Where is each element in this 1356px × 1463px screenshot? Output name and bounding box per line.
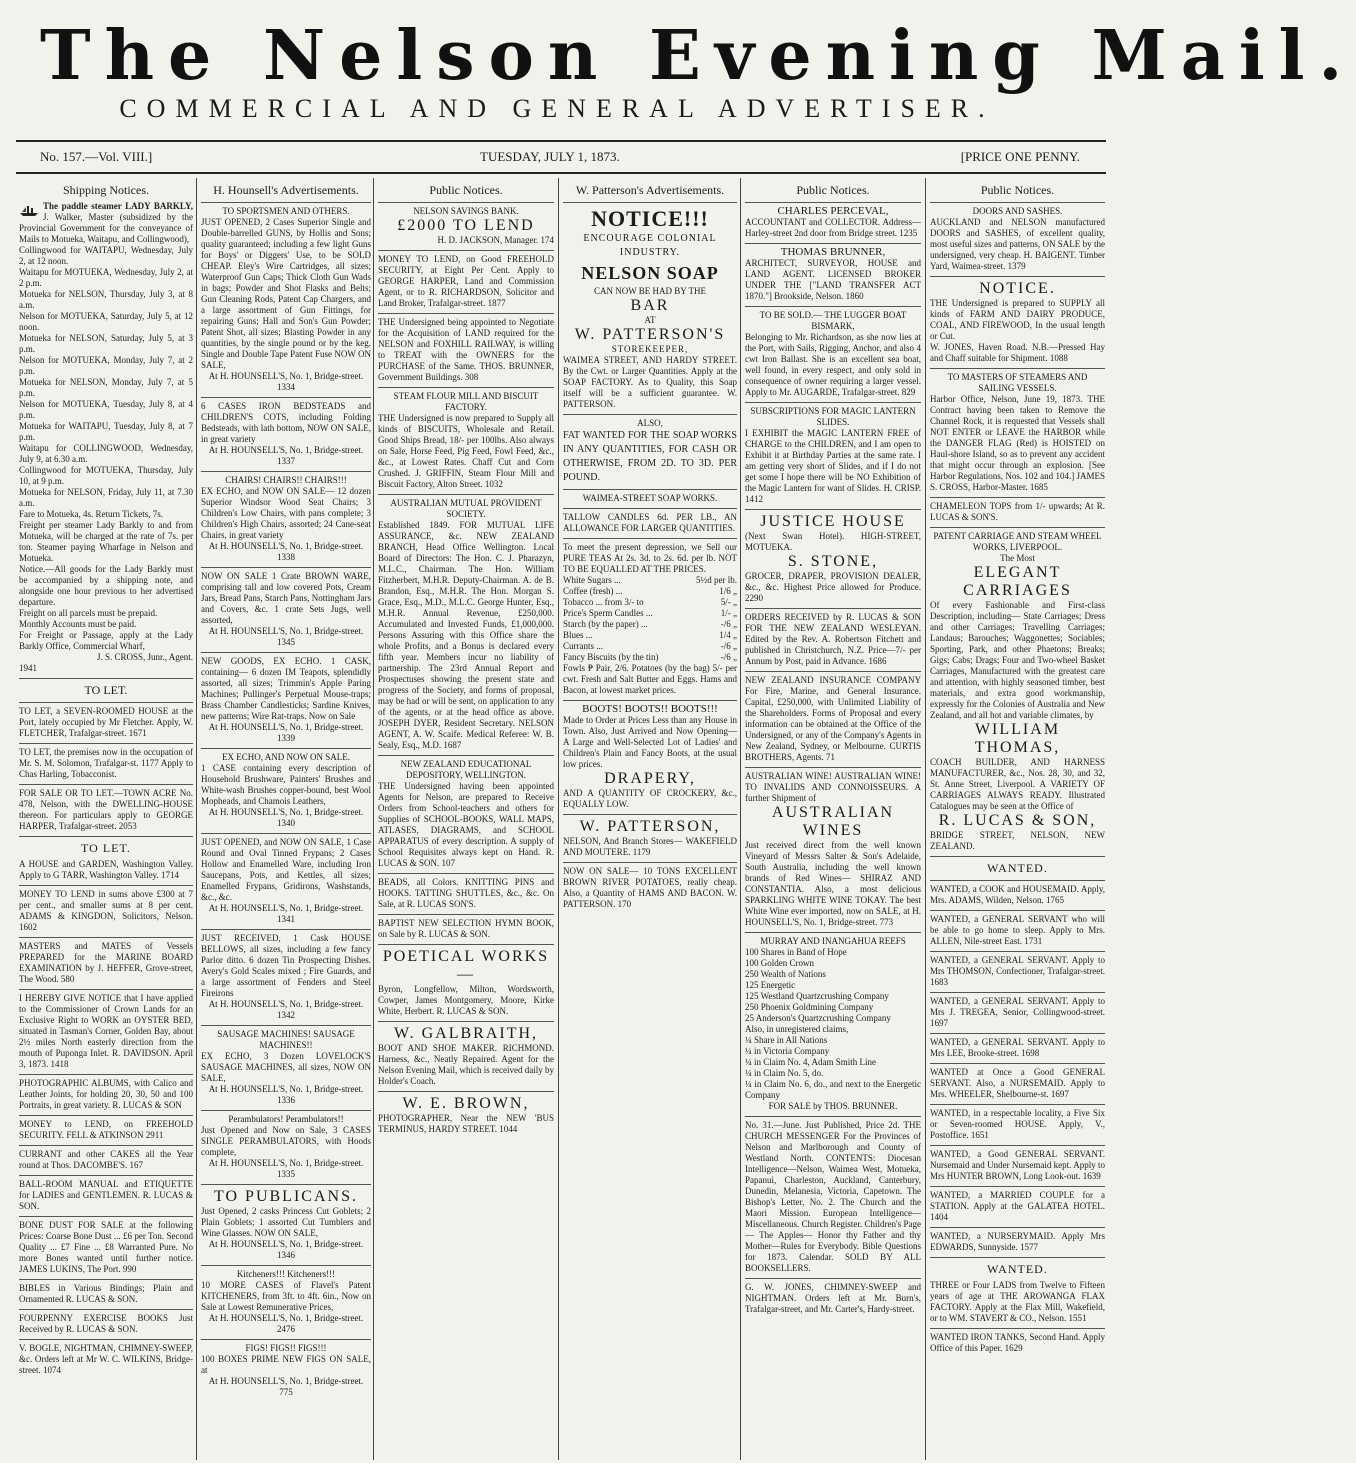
poetical-header: POETICAL WORKS— [378, 944, 554, 984]
column-shipping [16, 178, 196, 1460]
ad-nzed: THE Undersigned having been appointed Agents for Nelson, are prepared to Receive Orders from School-teachers and others for Supplies of SCHOOL-BOOKS, WALL MAPS, ATLASES, DIAGRAMS, and SCHOOL APPARATUS of every description. A supply of School Requisites always kept on Hand. R. LUCAS & SON. 107 [378, 781, 554, 868]
crockery: AND A QUANTITY OF CROCKERY, &c., EQUALLY LOW. [563, 788, 737, 809]
price-value: 5½d per lb. [696, 575, 737, 585]
price-item: Starch (by the paper) ... [563, 619, 648, 629]
wanted-item: WANTED, a GENERAL SERVANT. Apply to Mrs LEE, Brooke-street. 1698 [930, 1033, 1105, 1059]
steamer-ship-icon [19, 203, 39, 217]
elegant-body: Of every Fashionable and First-class Description, including— State Carriages; Dress and other Carriages; Travelling Carriages; Landaus; Barouches; Waggonettes; Sociables; Sporting, Park, and other Phaetons; Breaks; Gigs; Cabs; Drags; Four and Two-wheel Basket Carriages, Manufactured with the greatest care and attention, with highly seasoned timber, best materials, and extra good workmanship, expressly for the Colonies of Australia and New Zealand, and all hot and variable climates, by [930, 600, 1105, 720]
wanted-item: WANTED, a GENERAL SERVANT. Apply to Mrs J. TREGEA, Senior, Collingwood-street. 1697 [930, 992, 1105, 1029]
ad-figs: 100 BOXES PRIME NEW FIGS ON SALE, at [201, 1354, 371, 1375]
ad-fourpenny: FOURPENNY EXERCISE BOOKS Just Received by R. LUCAS & SON. [19, 1309, 193, 1335]
ad-hereby: I HEREBY GIVE NOTICE that I have applied to the Commissioner of Crown Lands for an Exclusive Right to WORK an OYSTER BED, situated in Tasman's Corner, Golden Bay, about 2½ miles North easterly direction from the mouth of Puponga Inlet. R. DAVIDSON. April 3, 1873. 1418 [19, 989, 193, 1070]
waimea: WAIMEA STREET, AND HARDY STREET. By the Cwt. or Larger Quantities. Apply at the SOAP FACTORY. As to Quality, this Soap itself will be a sufficient guarantee. W. PATTERSON. [563, 355, 737, 409]
price-value: -/6 „ [720, 652, 737, 662]
sailing-item: Collingwood for WAITAPU, Wednesday, July 2, at 12 noon. [19, 245, 193, 266]
perceval-body: ACCOUNTANT and COLLECTOR. Address—Harley-street 2nd door from Bridge street. 1235 [745, 217, 921, 238]
murray-header: MURRAY AND INANGAHUA REEFS [745, 932, 921, 947]
kitcheners-header: Kitcheners!!! Kitcheners!!! [201, 1265, 371, 1280]
share-item: ¼ in Claim No. 4, Adam Smith Line [745, 1057, 876, 1067]
wp-body: NELSON, And Branch Stores— WAKEFIELD AND MOUTERE. 1179 [563, 836, 737, 857]
lend-amount: £2000 TO LEND [397, 217, 535, 234]
sportsmen: TO SPORTSMEN AND OTHERS. [201, 202, 371, 217]
masters-body: Harbor Office, Nelson, June 19, 1873. THE Contract having been taken to Remove the Channel Rock, it is requested that Vessels shall NOT ENTER or LEAVE the HARBOR while the DANGER FLAG (Red) is HOISTED on Haul-shore Island, so as to prevent any accident that might occur through an explosion. [See Harbor Regulations, Nos. 102 and 104.] JAMES S. CROSS, Harbor-Master. 1685 [930, 394, 1105, 492]
price-value: -/6 „ [720, 619, 737, 629]
price-row [563, 608, 737, 619]
wanted-item: WANTED, in a respectable locality, a Five Six or Seven-roomed HOUSE. Apply, V., Postoffice. 1651 [930, 1104, 1105, 1141]
price-item: Fancy Biscuits (by the tin) [563, 652, 659, 662]
ad-bogle: V. BOGLE, NIGHTMAN, CHIMNEY-SWEEP, &c. Orders left at Mr W. C. WILKINS, Bridge-street. 1074 [19, 1339, 193, 1376]
price-item: Price's Sperm Candles ... [563, 608, 653, 618]
to-let-item: FOR SALE OR TO LET.—TOWN ACRE No. 478, Nelson, with the DWELLING-HOUSE thereon. For particulars apply to GEORGE HARPER, Trafalgar-street. 2053 [19, 784, 193, 832]
wanted-item: WANTED, a MARRIED COUPLE for a STATION. Apply at the GALATEA HOTEL. 1404 [930, 1186, 1105, 1223]
jones-body: W. JONES, Haven Road. N.B.—Pressed Hay and Chaff suitable for Shipment. 1088 [930, 342, 1105, 363]
column-public-notices-3 [927, 178, 1108, 1460]
section-header: W. Patterson's Advertisements. [575, 183, 725, 197]
ship-name: The paddle steamer LADY BARKLY, [43, 201, 193, 211]
monthly-accounts: Monthly Accounts must be paid. [19, 619, 137, 629]
wines-body: Just received direct from the well known Vineyard of Messrs Salter & Son's Adelaide, South Australia, including the well known brands of Red Wines— SHIRAZ AND CONSTANTIA. Also, a most delicious SPARKLING WHITE WINE TOKAY. The best White Wine ever imported, now on SALE, at H. HOUNSELL'S, No. 1, Bridge-street. 773 [745, 840, 921, 927]
ad-brown: PHOTOGRAPHER, Near the NEW 'BUS TERMINUS, HARDY STREET. 1044 [378, 1113, 554, 1134]
ad-money2: MONEY to LEND, on FREEHOLD SECURITY. FELL & ATKINSON 2911 [19, 1115, 193, 1141]
share-item: 100 Golden Crown [745, 958, 814, 968]
ad-beads: BEADS, all Colors. KNITTING PINS and HOOKS. TATTING SHUTTLES, &c., &c. On Sale, at R. LUCAS SON'S. [378, 873, 554, 910]
column-public-notices-2 [742, 178, 924, 1460]
perambulator-header: Perambulators! Perambulators!! [201, 1110, 371, 1125]
hounsell-sig: At H. HOUNSELL'S, No. 1, Bridge-street. 1335 [208, 1158, 364, 1179]
sailing-item: Collingwood for MOTUEKA, Thursday, July 10, at 9 p.m. [19, 465, 193, 486]
price-row [563, 652, 737, 663]
hounsell-sig: At H. HOUNSELL'S, No. 1, Bridge-street. 1346 [208, 1239, 364, 1260]
ad-brushware: 1 CASE containing every description of Household Brushware, Painters' Brushes and White-wash Brushes copper-bound, best Wool Mopheads, and Chamois Leathers, [201, 763, 371, 806]
soap-works: WAIMEA-STREET SOAP WORKS. [563, 489, 737, 504]
notice-title: NOTICE!!! [563, 202, 737, 232]
wanted-item: WANTED, a COOK and HOUSEMAID. Apply, Mrs. ADAMS, Wilden, Nelson. 1765 [930, 880, 1105, 906]
freight: Freight per steamer Lady Barkly to and from Motueka, will be charged at the rate of 7s. per ton. Steamer paying Wharfage in Nelson and Motueka. [19, 520, 193, 563]
wanted-item: WANTED, a Good GENERAL SERVANT. Nursemaid and Under Nursemaid kept. Apply to Mrs HUNTER BROWN, Long Look-out. 1639 [930, 1145, 1105, 1182]
wanted-header-2: WANTED. [930, 1257, 1105, 1277]
sailing-item: Waitapu for MOTUEKA, Wednesday, July 2, at 2 p.m. [19, 267, 193, 288]
notice-body: THE Undersigned is prepared to SUPPLY all kinds of FARM AND DAIRY PRODUCE, COAL, AND FIREWOOD, In the usual length or Cut. [930, 298, 1105, 341]
price-row [563, 586, 737, 597]
share-item: ¼ Share in All Nations [745, 1035, 828, 1045]
masters-header: TO MASTERS OF STEAMERS AND SAILING VESSELS. [930, 368, 1105, 394]
share-item: ¼ in Claim No. 5, do. [745, 1068, 824, 1078]
share-item: 250 Wealth of Nations [745, 969, 826, 979]
sailing-item: Motueka for NELSON, Monday, July 7, at 5 p.m. [19, 377, 193, 398]
hounsell-sig: At H. HOUNSELL'S, No. 1, Bridge-street. 2476 [208, 1313, 364, 1334]
fowls: Fowls ₱ Pair, 2/6. Potatoes (by the bag) 5/- per cwt. Fresh and Salt Butter and Eggs. Hams and Bacon, at lowest market prices. [563, 663, 737, 695]
issue-date: TUESDAY, JULY 1, 1873. [480, 149, 620, 164]
justice-body: (Next Swan Hotel). HIGH-STREET, MOTUEKA. [745, 531, 921, 552]
ad-sausage: EX ECHO, 3 Dozen LOVELOCK'S SAUSAGE MACHINES, all sizes, NOW ON SALE, [201, 1051, 371, 1083]
nelson-soap: NELSON SOAP [581, 263, 719, 283]
thomas-body: COACH BUILDER, AND HARNESS MANUFACTURER, &c., Nos. 28, 30, and 32, St. Anne Street, Liverpool. A VARIETY OF CARRIAGES ALWAYS READY. Illustrated Catalogues may be seen at the Office of [930, 757, 1105, 811]
brunner-name: THOMAS BRUNNER, [745, 243, 921, 258]
share-item: Also, in unregistered claims, [745, 1024, 849, 1034]
agent-sig: J. S. CROSS, Junr., Agent. [96, 652, 193, 662]
lucas-body: BRIDGE STREET, NELSON, NEW ZEALAND. [930, 830, 1105, 851]
ad-bedsteads: 6 CASES IRON BEDSTEADS and CHILDREN'S COTS, including Folding Bedsteads, with lath bottom, NOW ON SALE, in great variety [201, 397, 371, 445]
price-list [563, 575, 737, 663]
masthead-rule-bottom [16, 172, 1106, 174]
boots-header: BOOTS! BOOTS!! BOOTS!!! [563, 700, 737, 715]
ad-masters: MASTERS and MATES of Vessels PREPARED for the MARINE BOARD EXAMINATION by J. HEFFER, Grove-street, The Wood. 580 [19, 937, 193, 985]
ad-bone: BONE DUST FOR SALE at the following Prices: Coarse Bone Dust ... £6 per Ton. Second Quality ... £7 Fine ... £8 Warranted Pure. No more Bones wanted until further notice. JAMES LUKINS, The Port. 990 [19, 1216, 193, 1275]
chameleon: CHAMELEON TOPS from 1/- upwards; At R. LUCAS & SON'S. [930, 497, 1105, 523]
elegant-carriages: ELEGANT CARRIAGES [963, 564, 1072, 599]
thomas-name: WILLIAM THOMAS, [974, 721, 1061, 756]
newspaper-title: The Nelson Evening Mail. [40, 16, 1356, 96]
hounsell-sig: At H. HOUNSELL'S, No. 1, Bridge-street. 1345 [208, 626, 364, 647]
justice-house: JUSTICE HOUSE [745, 509, 921, 531]
hounsell-sig: At H. HOUNSELL'S, No. 1, Bridge-street. 1336 [208, 1084, 364, 1105]
hounsell-sig: At H. HOUNSELL'S, No. 1, Bridge-street. 1334 [208, 371, 364, 392]
share-item: 25 Anderson's Quartzcrushing Company [745, 1013, 891, 1023]
boots-body: Made to Order at Prices Less than any House in Town. Also, Just Arrived and Now Opening— A Large and Well-Selected Lot of Ladies' and Children's Plain and Fancy Boots, at the usual low prices. [563, 715, 737, 769]
shares-list [745, 947, 921, 1101]
also: ALSO, [563, 414, 737, 429]
drapery: DRAPERY, [604, 770, 696, 787]
masthead [0, 0, 1356, 180]
ad-railway: THE Undersigned being appointed to Negotiate for the Acquisition of LAND required for the NELSON and FOXHILL RAILWAY, is willing to TREAT with the OWNERS for the PURCHASE of the Same. THOS. BRUNNER, Government Buildings. 308 [378, 313, 554, 383]
sailing-item: Motueka for NELSON, Saturday, July 5, at 3 p.m. [19, 333, 193, 354]
sailing-list [19, 245, 193, 509]
ad-poetical: Byron, Longfellow, Milton, Wordsworth, Cowper, James Montgomery, Moore, Kirke White, Herbert. R. LUCAS & SON. [378, 984, 554, 1016]
wanted-list [930, 880, 1105, 1253]
masthead-rule-top [16, 140, 1106, 142]
price-item: Tobacco ... from 3/- to [563, 597, 644, 607]
ad-photo: PHOTOGRAPHIC ALBUMS, with Calico and Leather Joints, for holding 20, 30, 50 and 100 Portraits, in great variety. R. LUCAS & SON [19, 1074, 193, 1111]
price-row [563, 641, 737, 652]
price-value: -/6 „ [720, 641, 737, 651]
ad-chairs: EX ECHO, and NOW ON SALE— 12 dozen Superior Windsor Wood Seat Chairs; 3 Children's Low Chairs, with pans complete; 3 Children's High Chairs, assorted; 24 Cane-seat Chairs, in great variety [201, 486, 371, 540]
nzed-header: NEW ZEALAND EDUCATIONAL DEPOSITORY, WELLINGTON. [378, 755, 554, 781]
chairs-header: CHAIRS! CHAIRS!! CHAIRS!!! [201, 471, 371, 486]
tallow: TALLOW CANDLES 6d. PER LB., AN ALLOWANCE FOR LARGER QUANTITIES. [563, 508, 737, 534]
column-public-notices-1 [375, 178, 557, 1460]
sailing-item: Motueka for NELSON, Friday, July 11, at 7.30 a.m. [19, 487, 193, 508]
doors-header: DOORS AND SASHES. [930, 202, 1105, 217]
section-header: H. Hounsell's Advertisements. [213, 183, 359, 197]
notice-header: NOTICE. [930, 276, 1105, 298]
hounsell-sig: At H. HOUNSELL'S, No. 1, Bridge-street. 1337 [208, 445, 364, 466]
wesleyan: ORDERS RECEIVED by R. LUCAS & SON FOR THE NEW ZEALAND WESLEYAN. Edited by the Rev. A. Robertson Fitchett and published in Christchurch, N.Z. Price—7/- per Annum by Post, paid in Advance. 1686 [745, 608, 921, 667]
galbraith-header: W. GALBRAITH, [378, 1021, 554, 1043]
ad-baptist: BAPTIST NEW SELECTION HYMN BOOK, on Sale by R. LUCAS & SON. [378, 914, 554, 940]
wanted-item: WANTED, a NURSERYMAID. Apply Mrs EDWARDS, Sunnyside. 1577 [930, 1227, 1105, 1253]
price-item: Currants ... [563, 641, 603, 651]
bismark-header: TO BE SOLD.— THE LUGGER BOAT BISMARK, [745, 306, 921, 332]
brunner-body: ARCHITECT, SURVEYOR, HOUSE and LAND AGENT. LICENSED BROKER UNDER THE ["LAND TRANSFER ACT 1870."] Brookside, Nelson. 1860 [745, 258, 921, 301]
price-value: 5/- „ [720, 597, 737, 607]
price-item: Coffee (fresh) ... [563, 586, 623, 596]
sailing-item: Motueka for NELSON, Thursday, July 3, at 8 a.m. [19, 289, 193, 310]
lucas-name: R. LUCAS & SON, [938, 812, 1097, 829]
ad-perambulators: Just Opened and Now on Sale, 3 CASES SINGLE PERAMBULATORS, with Hoods complete, [201, 1125, 371, 1157]
ad-frypans: JUST OPENED, and NOW ON SALE, 1 Case Round and Oval Tinned Frypans; 2 Cases Hollow and Enamelled Ware, including Iron Saucepans, Pots, and Kettles, all sizes; Enamelled Frypans, Gridirons, Washstands, &c., &c. [201, 833, 371, 903]
price-row [563, 597, 737, 608]
sailing-item: Nelson for MOTUEKA, Monday, July 7, at 2 p.m. [19, 355, 193, 376]
dateline [40, 148, 1080, 168]
price-item: Blues ... [563, 630, 593, 640]
wanted-item: WANTED, a GENERAL SERVANT who will be able to go home to sleep. Apply to Mrs. ALLEN, Nile-street East. 1731 [930, 910, 1105, 947]
publicans-header: TO PUBLICANS. [201, 1184, 371, 1206]
wines-title: AUSTRALIAN WINES [771, 804, 895, 839]
ad-bellows: JUST RECEIVED, 1 Cask HOUSE BELLOWS, all sizes, including a few fancy Parlor ditto. 6 dozen Tin Prospecting Dishes. Avery's Gold Scales mixed ; Fire Guards, and a large assortment of Fenders and Steel Fireirons [201, 929, 371, 999]
lantern-header: SUBSCRIPTIONS FOR MAGIC LANTERN SLIDES. [745, 402, 921, 428]
ad-currant: CURRANT and other CAKES all the Year round at Thos. DACOMBE'S. 167 [19, 1145, 193, 1171]
ad-steamer [19, 201, 193, 245]
section-header: Shipping Notices. [63, 183, 149, 197]
ad-lads: THREE or Four LADS from Twelve to Fifteen years of age at THE AROWANGA FLAX FACTORY. Apply at the Flax Mill, Wakefield, or to WM. STAVERT & CO., Nelson. 1551 [930, 1280, 1105, 1323]
hounsell-sig: At H. HOUNSELL'S, No. 1, Bridge-street. 1341 [208, 903, 364, 924]
brown-header: W. E. BROWN, [378, 1091, 554, 1113]
wine-head: AUSTRALIAN WINE! AUSTRALIAN WINE! TO INVALIDS AND CONNOISSEURS. A further Shipment of [745, 767, 921, 804]
to-let-list [19, 702, 193, 832]
share-item: 250 Phoenix Goldmining Company [745, 1002, 874, 1012]
section-header: Public Notices. [429, 183, 503, 197]
sailing-item: Nelson for MOTUEKA, Saturday, July 5, at 12 noon. [19, 311, 193, 332]
to-let-header: TO LET. [19, 678, 193, 698]
ex-echo-header: EX ECHO, AND NOW ON SALE. [201, 748, 371, 763]
bar: BAR [630, 297, 670, 314]
fare: Fare to Motueka, 4s. Return Tickets, 7s. [19, 509, 163, 519]
to-let-header-2: TO LET. [19, 836, 193, 856]
price-value: 1/4 „ [719, 630, 737, 640]
hounsell-sig: At H. HOUNSELL'S, No. 1, Bridge-street. 1342 [208, 999, 364, 1020]
agent-no: 1941 [19, 663, 37, 673]
section-header: Public Notices. [980, 183, 1055, 197]
sailing-item: Nelson for MOTUEKA, Tuesday, July 8, at 4 p.m. [19, 399, 193, 420]
bismark-body: Belonging to Mr. Richardson, as she now lies at the Port, with Sails, Rigging, Anchor, and also 4 cwt Iron Ballast. She is an excellent sea boat, well found, in every respect, and only sold in consequence of owner requiring a larger vessel. Apply to Mr. AUGARDE, Trafalgar-street. 829 [745, 332, 921, 397]
storekeeper: STOREKEEPER, [611, 344, 689, 354]
patterson-name: W. PATTERSON'S [574, 326, 726, 343]
wp-name: W. PATTERSON, [563, 814, 737, 836]
ad-tanks: WANTED IRON TANKS, Second Hand. Apply Office of this Paper. 1629 [930, 1328, 1105, 1354]
insurance: NEW ZEALAND INSURANCE COMPANY For Fire, Marine, and General Insurance. Capital, £250,000, with Unlimited Liability of the Shareholders. Forms of Proposal and every information can be obtained at the Office of the Undersigned, or any of the Company's Agents in New Zealand, Sydney, or Melbourne. CURTIS BROTHERS, Agents. 71 [745, 671, 921, 763]
hounsell-sig: At H. HOUNSELL'S, No. 1, Bridge-street. 1338 [208, 541, 364, 562]
ad-house: A HOUSE and GARDEN, Washington Valley. Apply to G TARR, Washington Valley. 1714 [19, 859, 193, 880]
section-header: Public Notices. [796, 183, 870, 197]
soap-sub: CAN NOW BE HAD BY THE [593, 286, 707, 296]
amp-header: AUSTRALIAN MUTUAL PROVIDENT SOCIETY. [378, 494, 554, 520]
hounsell-sig: At H. HOUNSELL'S, No. 1, Bridge-street. 1339 [208, 722, 364, 743]
ad-publicans: Just Opened, 2 casks Princess Cut Goblets; 2 Plain Goblets; 1 assorted Cut Tumblers and Wine Glasses. NOW ON SALE, [201, 1206, 371, 1238]
share-item: ¼ in Claim No. 6, do., and next to the Energetic Company [745, 1079, 921, 1100]
ad-money: MONEY TO LEND, on Good FREEHOLD SECURITY, at Eight Per Cent. Apply to GEORGE HARPER, Land and Commission Agent, or to R. RICHARDSON, Solicitor and Land Broker, Trafalgar-street. 1877 [378, 250, 554, 309]
steam-header: STEAM FLOUR MILL AND BISCUIT FACTORY. [378, 387, 554, 413]
fat-wanted: FAT WANTED FOR THE SOAP WORKS IN ANY QUANTITIES, FOR CASH OR OTHERWISE, FROM 2D. TO 3D. PER POUND. [563, 430, 737, 483]
wanted-item: WANTED, a GENERAL SERVANT. Apply to Mrs THOMSON, Confectioner, Trafalgar-street. 1683 [930, 951, 1105, 988]
sailing-item: Motueka for WAITAPU, Tuesday, July 8, at 7 p.m. [19, 421, 193, 442]
sausage-header: SAUSAGE MACHINES! SAUSAGE MACHINES!! [201, 1025, 371, 1051]
stone-name: S. STONE, [787, 553, 879, 570]
ad-kitcheners: 10 MORE CASES of Flavel's Patent KITCHENERS, from 3ft. to 4ft. 6in., Now on Sale at Lowest Remunerative Prices, [201, 1280, 371, 1312]
price-row [563, 630, 737, 641]
prepaid: Freight on all parcels must be prepaid. [19, 608, 158, 618]
the-most: The Most [1000, 553, 1035, 563]
columns [16, 178, 1108, 1460]
issue-number: No. 157.—Vol. VIII.] [40, 149, 153, 164]
stone-body: GROCER, DRAPER, PROVISION DEALER, &c., &c. Highest Price allowed for Produce. 2290 [745, 571, 921, 603]
hounsell-sig: At H. HOUNSELL'S, No. 1, Bridge-street. 1340 [208, 807, 364, 828]
to-let-item: TO LET, a SEVEN-ROOMED HOUSE at the Port, lately occupied by Mr Fletcher. Apply, W. FLETCHER, Trafalgar-street. 1671 [19, 702, 193, 739]
church-messenger: No. 31.—June. Just Published, Price 2d. THE CHURCH MESSENGER For the Provinces of Nelson and Marlborough and County of Westland North. CONTENTS: Diocesan Intelligence—Nelson, Waimea West, Motueka, Papanui, Charleston, Auckland, Canterbury, Dunedin, Melanesia, Victoria, Capetown. The Bishop's Letter, No. 2. The Church and the Maori Mission. European Intelligence—Miscellaneous. Church Register. Children's Page— The Apples— Honor thy Father and thy Mother—Rules for Everybody. Bible Questions for 1873. Calendar. SOLD BY ALL BOOKSELLERS. [745, 1116, 921, 1274]
to-let-item: TO LET, the premises now in the occupation of Mr. S. M. Solomon, Trafalgar-st. 1177 Apply to Chas Harling, Tobacconist. [19, 743, 193, 780]
share-item: 125 Westland Quartzcrushing Company [745, 991, 889, 1001]
hounsell-sig: At H. HOUNSELL'S, No. 1, Bridge-street. 775 [208, 1376, 364, 1397]
apply: For Freight or Passage, apply at the Lady Barkly Office, Commercial Wharf, [19, 630, 193, 651]
price-value: 1/6 „ [719, 586, 737, 596]
shipping-notice: Notice.—All goods for the Lady Barkly must be accompanied by a shipping note, and alongside one hour previous to her advertised departure. [19, 564, 193, 607]
wanted-header: WANTED. [930, 856, 1105, 876]
ad-guns: JUST OPENED, 2 Cases Superior Single and Double-barrelled GUNS, by Hollis and Sons; quality guaranteed; including a few light Guns for Boys' or Diggers' Use, to be SOLD CHEAP. Eley's Wire Cartridges, all sizes; Waterproof Gun Caps; Thick Cloth Gun Wads in bags; Powder and Shot Flasks and Belts; Gun Cleaning Rods, Patent Cap Chargers, and a large assortment of Gun Fittings, for repairing Guns; Hall and Son's Gun Powder; Patent Shot, all sizes; Blasting Powder in any quantities, by the single pound or by the keg. Single and Double Tape Patent Fuse NOW ON SALE, [201, 217, 371, 370]
column-patterson [560, 178, 740, 1460]
price-row [563, 619, 737, 630]
perceval-name: CHARLES PERCEVAL, [745, 202, 921, 217]
at: AT [644, 315, 656, 325]
ad-amp: Established 1849. FOR MUTUAL LIFE ASSURANCE, &c. NEW ZEALAND BRANCH, Head Office Wellington. Local Board of Directors: The Hon. C. J. Pharazyn, M.L.C., Chairman. The Hon. William Fitzherbert, M.H.R. Deputy-Chairman. A. de B. Brandon, Esq., M.H.R. The Hon. Morgan S. Grace, Esq., M.D., M.L.C. George Hunter, Esq., M.H.R. Annual Revenue, £250,000. Accumulated and Invested Funds, £1,000,000. Persons Assuring with this Office share the whole Profits, and a Bonus is declared every fifth year. Members incur no liability of partnership. The 23rd Annual Report and Prospectuses showing the present state and progress of the Society, and forms of proposal, may be had or will be sent, on application to any of the agents, or at the head office as above. JOSEPH DYER, Resident Secretary. NELSON AGENT, A. W. Scaife. Medical Referee: W. B. Sealy, Esq., M.D. 1687 [378, 520, 554, 750]
brunner-sale: FOR SALE by THOS. BRUNNER. [768, 1101, 898, 1111]
issue-price: [PRICE ONE PENNY. [960, 149, 1080, 164]
ad-biscuits: THE Undersigned is now prepared to Supply all kinds of BISCUITS, Wholesale and Retail. Good Ships Bread, 18/- per 100lbs. Also always on Sale, Horse Feed, Pig Feed, Fowl Feed, &c., &c., at Lowest Rates. Chaff Cut and Corn Crushed. J. GRIFFIN, Steam Flour Mill and Biscuit Factory, Alton Street. 1032 [378, 413, 554, 489]
ship-body: J. Walker, Master (subsidized by the Provincial Government for the conveyance of Mails to Motueka, Waitapu, and Collingwood), [19, 212, 193, 244]
newspaper-subtitle: COMMERCIAL AND GENERAL ADVERTISER. [119, 94, 995, 123]
lend-sig: H. D. JACKSON, Manager. 174 [437, 235, 554, 245]
ad-brownware: NOW ON SALE 1 Crate BROWN WARE, comprising tall and low covered Pots, Cream Jars, Bread Pans, Starch Pans, Nottingham Jars and Covers, &c. 1 crate Sets Jugs, well assorted, [201, 567, 371, 626]
column-hounsell [198, 178, 374, 1460]
price-value: 1/- „ [720, 608, 737, 618]
price-item: White Sugars ... [563, 575, 621, 585]
lantern-body: I EXHIBIT the MAGIC LANTERN FREE of CHARGE to the CHILDREN, and I am open to Exhibit it at Birthday Parties at the same rate. I am getting very short of Slides, and if I do not get some I hope there will be NO Exhibition of the Magic Lantern for want of Slides. H. CRISP. 1412 [745, 428, 921, 504]
ad-galbraith: BOOT AND SHOE MAKER. RICHMOND. Harness, &c., Neatly Repaired. Agent for the Nelson Evening Mail, which is received daily by Holder's Coach. [378, 1043, 554, 1086]
teas: To meet the present depression, we Sell our PURE TEAS At 2s. 3d. to 2s. 6d. per lb. NOT TO BE EQUALLED AT THE PRICES. [563, 538, 737, 575]
ad-bibles: BIBLES in Various Bindings; Plain and Ornamented R. LUCAS & SON. [19, 1279, 193, 1305]
doors-body: AUCKLAND and NELSON manufactured DOORS and SASHES, of excellent quality, most useful sizes and patterns, ON SALE by the undersigned, very cheap. H. BAIGENT. Timber Yard, Waimea-street. 1379 [930, 217, 1105, 271]
encourage: ENCOURAGE COLONIAL INDUSTRY. [583, 233, 717, 258]
share-item: 100 Shares in Band of Hope [745, 947, 847, 957]
ad-ballroom: BALL-ROOM MANUAL and ETIQUETTE for LADIES and GENTLEMEN. R. LUCAS & SON. [19, 1175, 193, 1212]
ad-new-goods: NEW GOODS, EX ECHO. 1 CASK, containing— 6 dozen IM Teapots, splendidly assorted, all sizes; Trimmin's Apple Paring Machines; Pullinger's Perpetual Mouse-traps; Brass Chamber Candlesticks; Sardine Knives, new patterns; Wire Rat-traps. Now on Sale [201, 652, 371, 722]
sailing-item: Waitapu for COLLINGWOOD, Wednesday, July 9, at 6.30 a.m. [19, 443, 193, 464]
share-item: 125 Energetic [745, 980, 796, 990]
ad-jones: G. W. JONES, CHIMNEY-SWEEP and NIGHTMAN. Orders left at Mr. Burn's, Trafalgar-street, and Mr. Carter's, Hardy-street. [745, 1278, 921, 1315]
potatoes: NOW ON SALE— 10 TONS EXCELLENT BROWN RIVER POTATOES, really cheap. Also, a Quantity of HAMS AND BACON. W. PATTERSON. 170 [563, 862, 737, 910]
wanted-item: WANTED at Once a Good GENERAL SERVANT. Also, a NURSEMAID. Apply to Mrs. WHEELER, Shelbourne-st. 1697 [930, 1063, 1105, 1100]
bank-header: NELSON SAVINGS BANK. [378, 202, 554, 217]
share-item: ¼ in Victoria Company [745, 1046, 830, 1056]
patent-header: PATENT CARRIAGE AND STEAM WHEEL WORKS, LIVERPOOL. [930, 527, 1105, 553]
ad-money: MONEY TO LEND in sums above £300 at 7 per cent., and smaller sums at 8 per cent. ADAMS & KINGDON, Solicitors, Nelson. 1602 [19, 885, 193, 933]
figs-header: FIGS! FIGS!! FIGS!!! [201, 1339, 371, 1354]
price-row [563, 575, 737, 586]
